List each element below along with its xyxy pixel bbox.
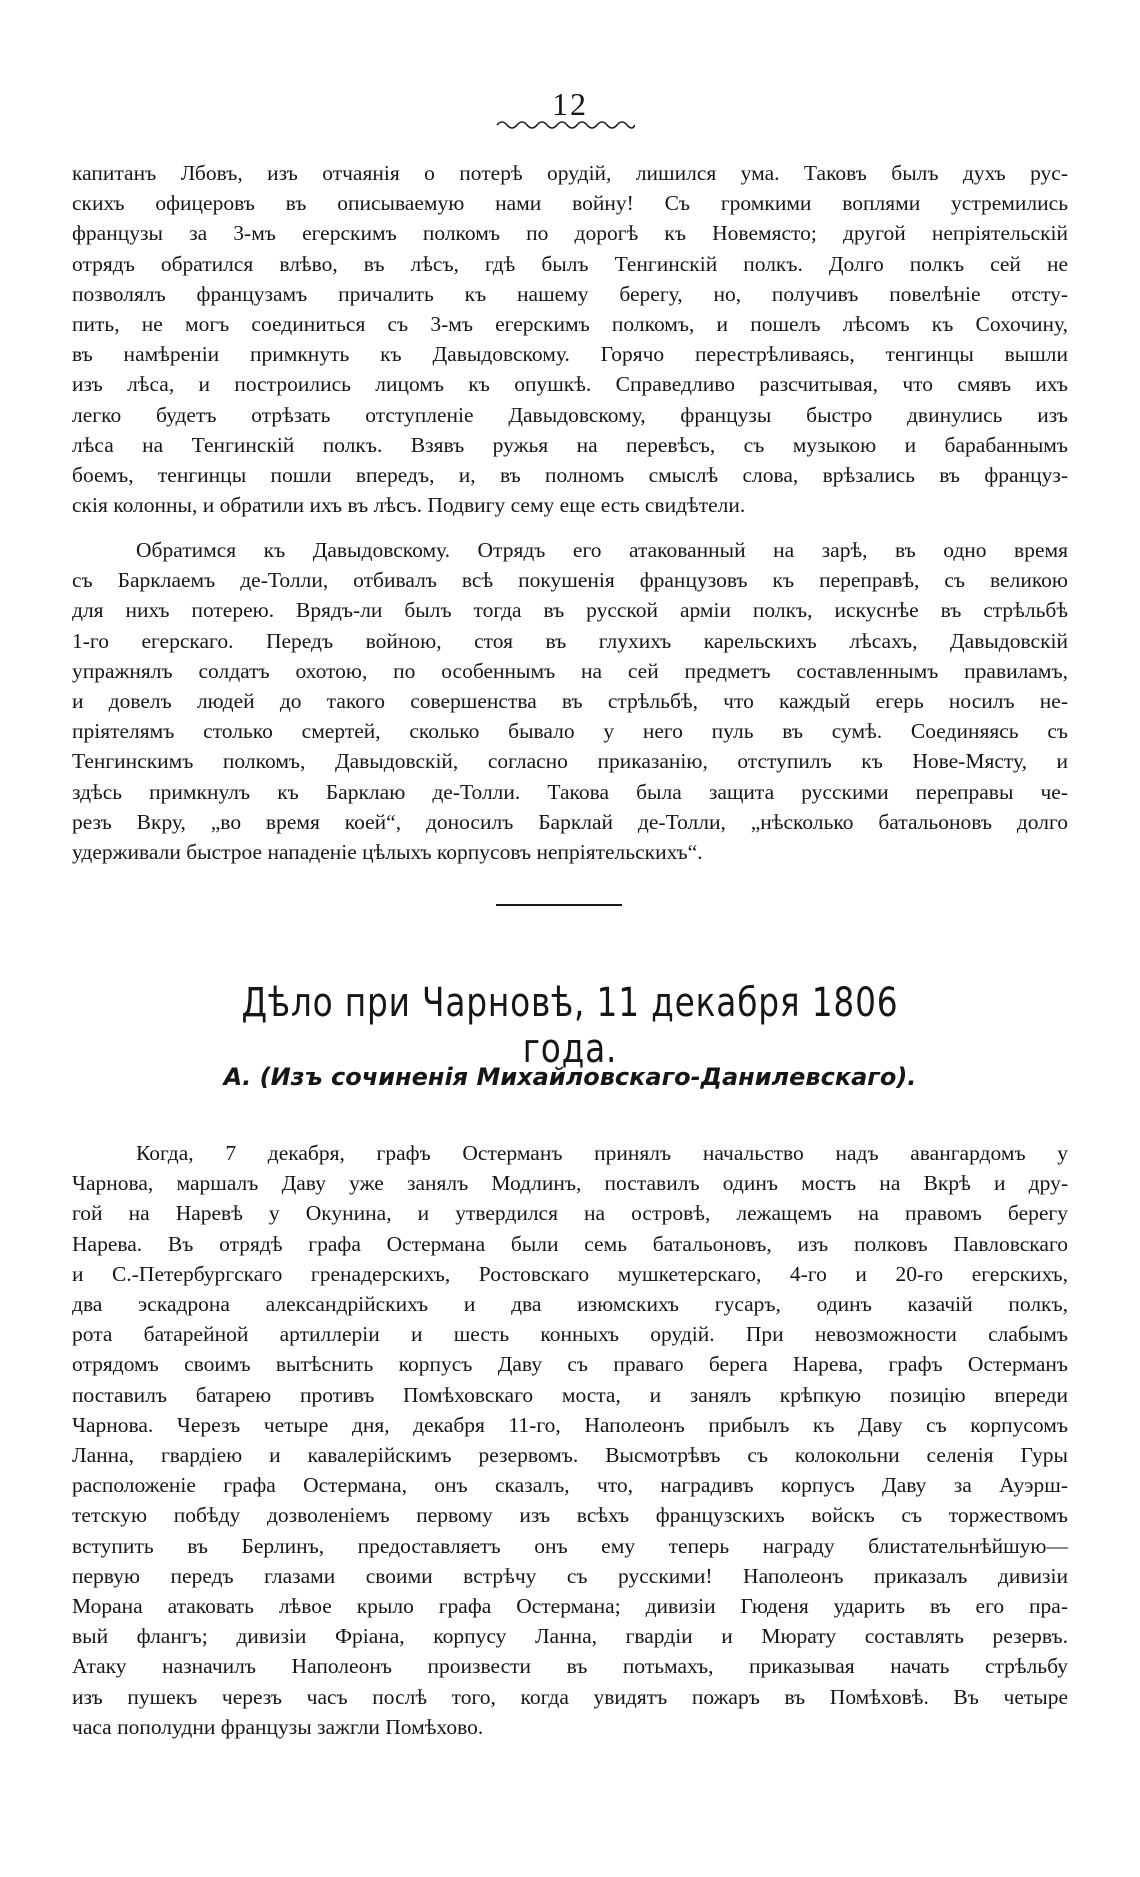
text-line: резъ Вкру, „во время коей“, доносилъ Барклай де-Толли, „нѣсколько батальоновъ долго: [72, 809, 1068, 834]
text-line: Морана атаковать лѣвое крыло графа Остермана; дивизіи Гюденя ударить въ его пра-: [72, 1594, 1068, 1619]
text-line: здѣсь примкнулъ къ Барклаю де-Толли. Такова была защита русскими переправы че-: [72, 779, 1068, 804]
section-divider: [496, 904, 622, 906]
paragraph-2: [72, 535, 1068, 867]
text-line: скія колонны, и обратили ихъ въ лѣсъ. Подвигу сему еще есть свидѣтели.: [72, 493, 746, 518]
text-line: 1-го егерскаго. Передъ войною, стоя въ глухихъ карельскихъ лѣсахъ, Давыдовскій: [72, 628, 1068, 653]
section-title: Дѣло при Чарновѣ, 11 декабря 1806 года.: [241, 980, 899, 1072]
text-line: пріятелямъ столько смертей, сколько бывало у него пуль въ сумѣ. Соединяясь съ: [72, 719, 1068, 744]
text-line: и довелъ людей до такого совершенства въ стрѣльбѣ, что каждый егерь носилъ не-: [72, 689, 1068, 714]
text-line: Атаку назначилъ Наполеонъ произвести въ потьмахъ, приказывая начать стрѣльбу: [72, 1654, 1068, 1679]
text-line: расположеніе графа Остермана, онъ сказалъ, что, наградивъ корпусъ Даву за Ауэрш-: [72, 1473, 1068, 1498]
text-line: часа пополудни французы зажгли Помѣхово.: [72, 1714, 484, 1739]
section-subtitle: А. (Изъ сочиненія Михайловскаго-Данилевскаго).: [223, 1063, 917, 1091]
text-line: съ Барклаемъ де-Толли, отбивалъ всѣ покушенія французовъ къ переправѣ, съ великою: [72, 568, 1068, 593]
paragraph-3: [72, 1138, 1068, 1742]
text-line: Ланна, гвардіею и кавалерійскимъ резервомъ. Высмотрѣвъ съ колокольни селенія Гуры: [72, 1443, 1068, 1468]
paragraph-1: [72, 158, 1068, 520]
text-line: изъ лѣса, и построились лицомъ къ опушкѣ. Справедливо разсчитывая, что смявъ ихъ: [72, 372, 1068, 397]
text-line: Нарева. Въ отрядѣ графа Остермана были семь батальоновъ, изъ полковъ Павловскаго: [72, 1231, 1068, 1256]
text-line: скихъ офицеровъ въ описываемую нами войну! Съ громкими воплями устремились: [72, 191, 1068, 216]
text-line: Чарнова. Черезъ четыре дня, декабря 11-го, Наполеонъ прибылъ къ Даву съ корпусомъ: [72, 1412, 1068, 1437]
text-line: Обратимся къ Давыдовскому. Отрядъ его атакованный на зарѣ, въ одно время: [136, 538, 1068, 562]
text-line: отрядомъ своимъ вытѣснить корпусъ Даву съ праваго берега Нарева, графъ Остерманъ: [72, 1352, 1068, 1377]
text-line: тетскую побѣду дозволеніемъ первому изъ всѣхъ французскихъ войскъ съ торжествомъ: [72, 1503, 1068, 1528]
text-line: боемъ, тенгинцы пошли впередъ, и, въ полномъ смыслѣ слова, врѣзались въ француз-: [72, 463, 1068, 488]
text-line: удерживали быстрое нападеніе цѣлыхъ корпусовъ непріятельскихъ“.: [72, 840, 703, 865]
text-line: Чарнова, маршалъ Даву уже занялъ Модлинъ, поставилъ одинъ мостъ на Вкрѣ и дру-: [72, 1171, 1068, 1196]
page-number: 12: [552, 86, 588, 122]
text-line: легко будетъ отрѣзать отступленіе Давыдовскому, французы быстро двинулись изъ: [72, 402, 1068, 427]
text-line: поставилъ батарею противъ Помѣховскаго моста, и занялъ крѣпкую позицію впереди: [72, 1382, 1068, 1407]
text-line: позволялъ французамъ причалить къ нашему берегу, но, получивъ повелѣніе отсту-: [72, 281, 1068, 306]
text-line: гой на Наревѣ у Окунина, и утвердился на островѣ, лежащемъ на правомъ берегу: [72, 1201, 1068, 1226]
text-line: изъ пушекъ черезъ часъ послѣ того, когда увидятъ пожаръ въ Помѣховѣ. Въ четыре: [72, 1684, 1068, 1709]
text-line: два эскадрона александрійскихъ и два изюмскихъ гусаръ, одинъ казачій полкъ,: [72, 1292, 1068, 1317]
text-line: лѣса на Тенгинскій полкъ. Взявъ ружья на перевѣсъ, съ музыкою и барабаннымъ: [72, 432, 1068, 457]
text-line: первую передъ глазами своими встрѣчу съ русскими! Наполеонъ приказалъ дивизіи: [72, 1563, 1068, 1588]
text-line: вступить въ Берлинъ, предоставляетъ онъ ему теперь награду блистательнѣйшую—: [72, 1533, 1068, 1558]
text-line: рота батарейной артиллеріи и шесть конныхъ орудій. При невозможности слабымъ: [72, 1322, 1068, 1347]
text-line: Когда, 7 декабря, графъ Остерманъ принялъ начальство надъ авангардомъ у: [136, 1141, 1068, 1165]
text-line: для нихъ потерею. Врядъ-ли былъ тогда въ русской арміи полкъ, искуснѣе въ стрѣльбѣ: [72, 598, 1068, 623]
wavy-ornament-icon: [495, 118, 635, 132]
text-line: пить, не могъ соединиться съ 3-мъ егерскимъ полкомъ, и пошелъ лѣсомъ къ Сохочину,: [72, 312, 1068, 337]
text-line: французы за 3-мъ егерскимъ полкомъ по дорогѣ къ Новемясто; другой непріятельскій: [72, 221, 1068, 246]
text-line: капитанъ Лбовъ, изъ отчаянія о потерѣ орудій, лишился ума. Таковъ былъ духъ рус-: [72, 161, 1068, 185]
text-line: отрядъ обратился влѣво, въ лѣсъ, гдѣ былъ Тенгинскій полкъ. Долго полкъ сей не: [72, 251, 1068, 276]
text-line: Тенгинскимъ полкомъ, Давыдовскій, согласно приказанію, отступилъ къ Нове-Мясту, и: [72, 749, 1068, 774]
text-line: и С.-Петербургскаго гренадерскихъ, Ростовскаго мушкетерскаго, 4-го и 20-го егерскихъ,: [72, 1261, 1068, 1286]
text-line: упражнялъ солдатъ охотою, по особеннымъ на сей предметъ составленнымъ правиламъ,: [72, 658, 1068, 683]
text-line: вый флангъ; дивизіи Фріана, корпусу Ланна, гвардіи и Мюрату составлять резервъ.: [72, 1624, 1068, 1649]
text-line: въ намѣреніи примкнуть къ Давыдовскому. Горячо перестрѣливаясь, тенгинцы вышли: [72, 342, 1068, 367]
